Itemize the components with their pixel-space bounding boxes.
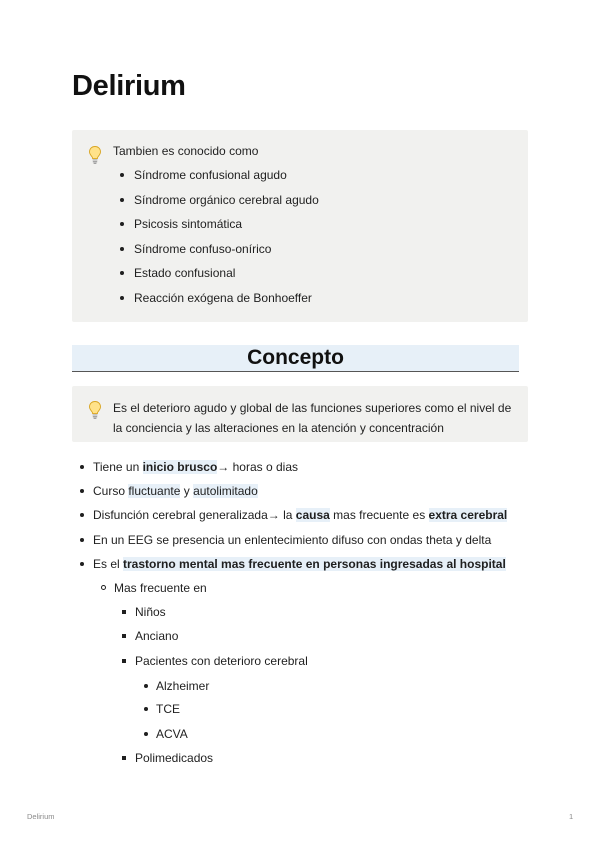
list-item: Anciano — [135, 629, 179, 643]
page-title: Delirium — [72, 70, 186, 102]
bullet-marker — [122, 634, 126, 638]
list-item: Síndrome confusional agudo — [113, 167, 319, 192]
list-item: Reacción exógena de Bonhoeffer — [113, 290, 319, 315]
lightbulb-icon — [88, 400, 102, 420]
bullet-marker — [80, 538, 84, 542]
bullet-marker — [80, 513, 84, 517]
bullet-marker — [122, 610, 126, 614]
bullet-marker — [80, 489, 84, 493]
callout-intro: Tambien es conocido como — [113, 144, 259, 158]
list-item: Síndrome orgánico cerebral agudo — [113, 192, 319, 217]
section-heading-concepto: Concepto — [72, 345, 519, 372]
list-item: Curso fluctuante y autolimitado — [93, 484, 258, 498]
bullet-marker — [80, 465, 84, 469]
bullet-marker — [122, 756, 126, 760]
list-item: En un EEG se presencia un enlentecimiento difuso con ondas theta y delta — [93, 533, 492, 547]
bullet-marker — [144, 732, 148, 736]
definition-text: Es el deterioro agudo y global de las funciones superiores como el nivel de la conciencia y las alteraciones en la atención y concentración — [113, 401, 512, 435]
callout-definition — [72, 386, 528, 442]
list-item: Síndrome confuso-onírico — [113, 241, 319, 266]
list-item: TCE — [156, 702, 180, 716]
bullet-marker — [80, 562, 84, 566]
list-item: ACVA — [156, 727, 188, 741]
list-item: Estado confusional — [113, 265, 319, 290]
list-item: Mas frecuente en — [114, 581, 207, 595]
list-item: Polimedicados — [135, 751, 214, 765]
list-item: Pacientes con deterioro cerebral — [135, 654, 308, 668]
list-item: Es el trastorno mental mas frecuente en personas ingresadas al hospital — [93, 557, 506, 571]
list-item: Niños — [135, 605, 166, 619]
list-item: Alzheimer — [156, 679, 210, 693]
lightbulb-icon — [88, 145, 102, 165]
list-item: Disfunción cerebral generalizada→ la causa mas frecuente es extra cerebral — [93, 508, 508, 522]
bullet-marker — [101, 585, 106, 590]
list-item: Tiene un inicio brusco→ horas o dias — [93, 460, 298, 474]
callout-aliases — [72, 130, 528, 322]
footer-page-number: 1 — [569, 812, 574, 821]
bullet-marker — [122, 659, 126, 663]
bullet-marker — [144, 684, 148, 688]
list-item: Psicosis sintomática — [113, 216, 319, 241]
alias-list — [113, 167, 319, 315]
bullet-marker — [144, 707, 148, 711]
footer-doc-name: Delirium — [27, 812, 55, 821]
